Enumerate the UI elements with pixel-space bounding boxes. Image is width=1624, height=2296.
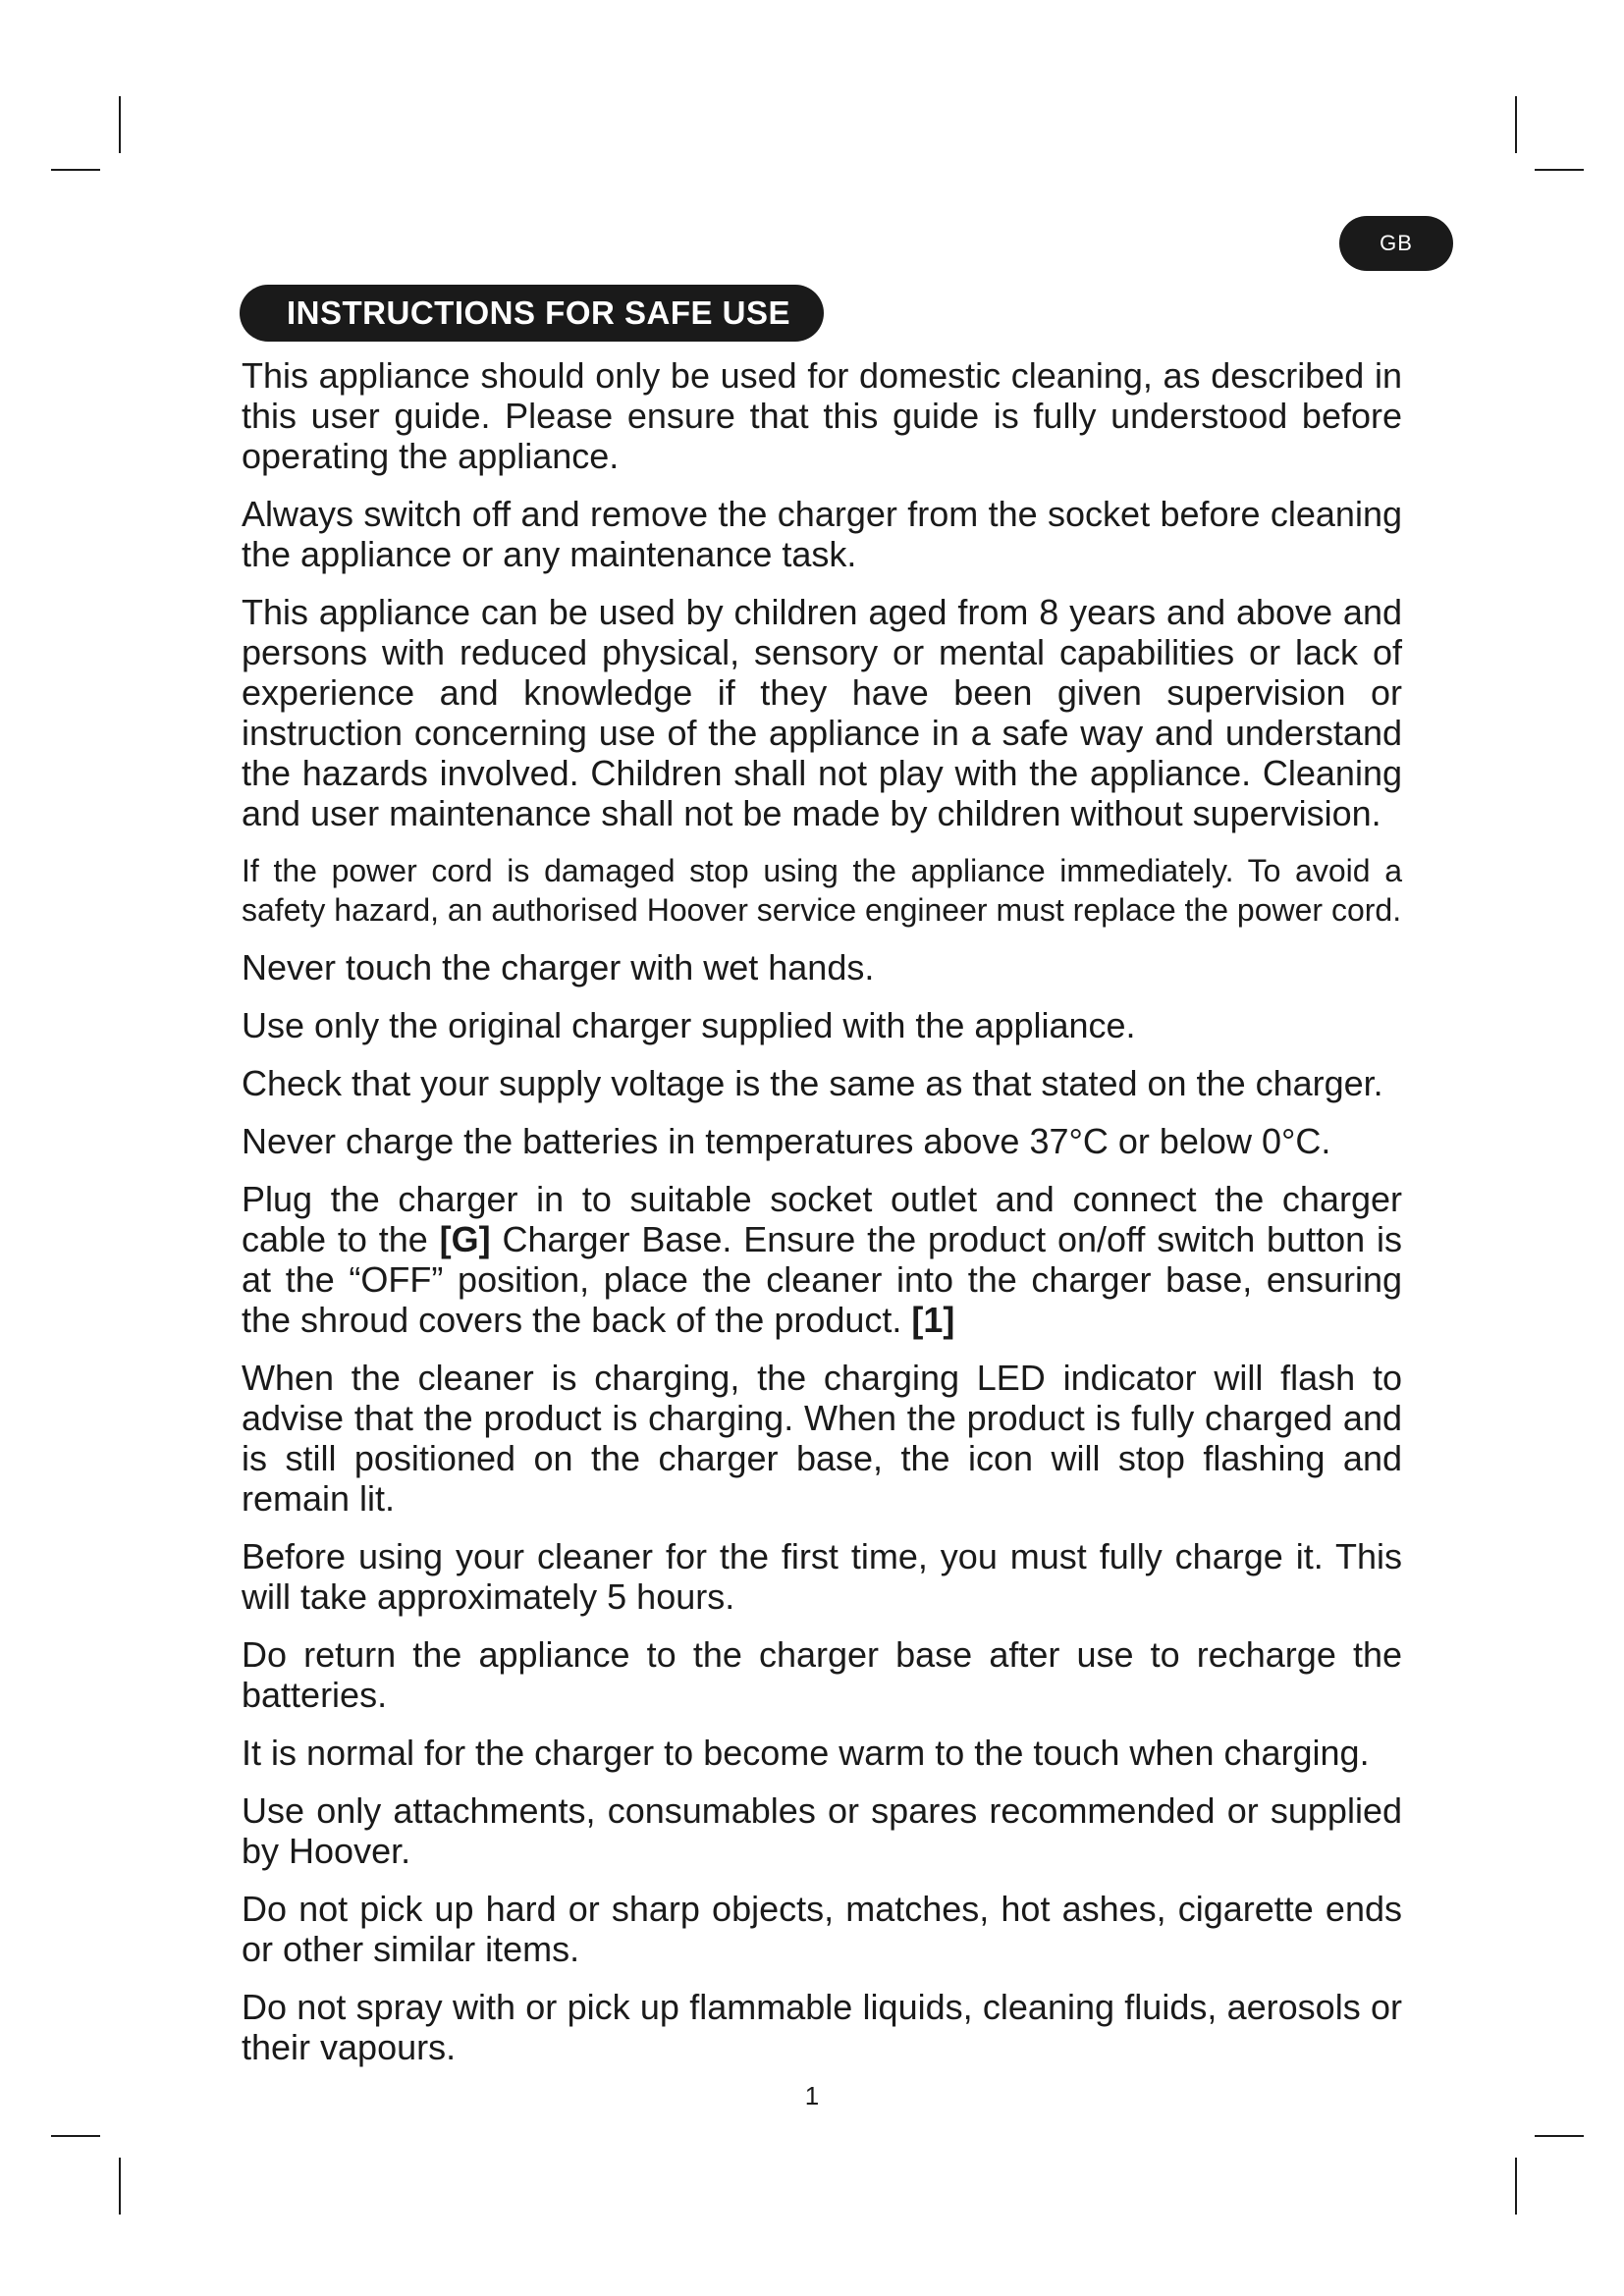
paragraph-warm-charger: It is normal for the charger to become warm to the touch when charging.	[242, 1733, 1370, 1773]
paragraph-charger-base	[242, 1179, 1402, 1340]
reference-g: [G]	[439, 1219, 491, 1259]
paragraph-domestic-use: This appliance should only be used for domestic cleaning, as described in this user guide. Please ensure that this guide is fully understood before operating the appliance.	[242, 355, 1402, 476]
section-title: INSTRUCTIONS FOR SAFE USE	[240, 285, 824, 342]
paragraph-voltage: Check that your supply voltage is the same as that stated on the charger.	[242, 1063, 1383, 1103]
page-number: 1	[804, 2081, 820, 2110]
crop-mark-top-right-vertical	[1515, 96, 1517, 153]
crop-mark-bottom-right-vertical	[1515, 2158, 1517, 2215]
paragraph-led-indicator: When the cleaner is charging, the charging LED indicator will flash to advise that the product is charging. When the product is fully charged and is still positioned on the charger base, the icon will stop flashing and remain lit.	[242, 1358, 1402, 1519]
crop-mark-bottom-left-vertical	[119, 2158, 121, 2215]
paragraph-switch-off: Always switch off and remove the charger from the socket before cleaning the appliance or any maintenance task.	[242, 494, 1402, 574]
paragraph-power-cord: If the power cord is damaged stop using the appliance immediately. To avoid a safety hazard, an authorised Hoover service engineer must replace the power cord.	[242, 853, 1402, 928]
paragraph-flammable-liquids: Do not spray with or pick up flammable liquids, cleaning fluids, aerosols or their vapours.	[242, 1987, 1402, 2067]
paragraph-attachments: Use only attachments, consumables or spares recommended or supplied by Hoover.	[242, 1790, 1402, 1871]
reference-1: [1]	[911, 1300, 955, 1340]
crop-mark-top-left-horizontal	[51, 169, 100, 171]
paragraph-temperature: Never charge the batteries in temperatures above 37°C or below 0°C.	[242, 1121, 1331, 1161]
safety-instructions	[242, 355, 1402, 2085]
crop-mark-top-right-horizontal	[1535, 169, 1584, 171]
paragraph-children: This appliance can be used by children aged from 8 years and above and persons with reduced physical, sensory or mental capabilities or lack of experience and knowledge if they have been given supervision or instruction concerning use of the appliance in a safe way and understand the hazards involved. Children shall not play with the appliance. Cleaning and user maintenance shall not be made by children without supervision.	[242, 592, 1402, 833]
paragraph-wet-hands: Never touch the charger with wet hands.	[242, 947, 875, 988]
crop-mark-top-left-vertical	[119, 96, 121, 153]
language-badge: GB	[1339, 216, 1453, 271]
crop-mark-bottom-left-horizontal	[51, 2135, 100, 2137]
paragraph-return-to-base: Do return the appliance to the charger base after use to recharge the batteries.	[242, 1634, 1402, 1715]
paragraph-original-charger: Use only the original charger supplied with the appliance.	[242, 1005, 1136, 1045]
charger-text-part2: Charger Base. Ensure the product on/off switch button is at the “OFF” position, place the cleaner into the charger base, ensuring the shroud covers the back of the product.	[242, 1219, 1402, 1340]
crop-mark-bottom-right-horizontal	[1535, 2135, 1584, 2137]
paragraph-first-charge: Before using your cleaner for the first time, you must fully charge it. This will take approximately 5 hours.	[242, 1536, 1402, 1617]
paragraph-hard-objects: Do not pick up hard or sharp objects, matches, hot ashes, cigarette ends or other similar items.	[242, 1889, 1402, 1969]
charger-text-part1: Plug the charger in to suitable socket outlet and connect the charger cable to the	[242, 1179, 1402, 1259]
